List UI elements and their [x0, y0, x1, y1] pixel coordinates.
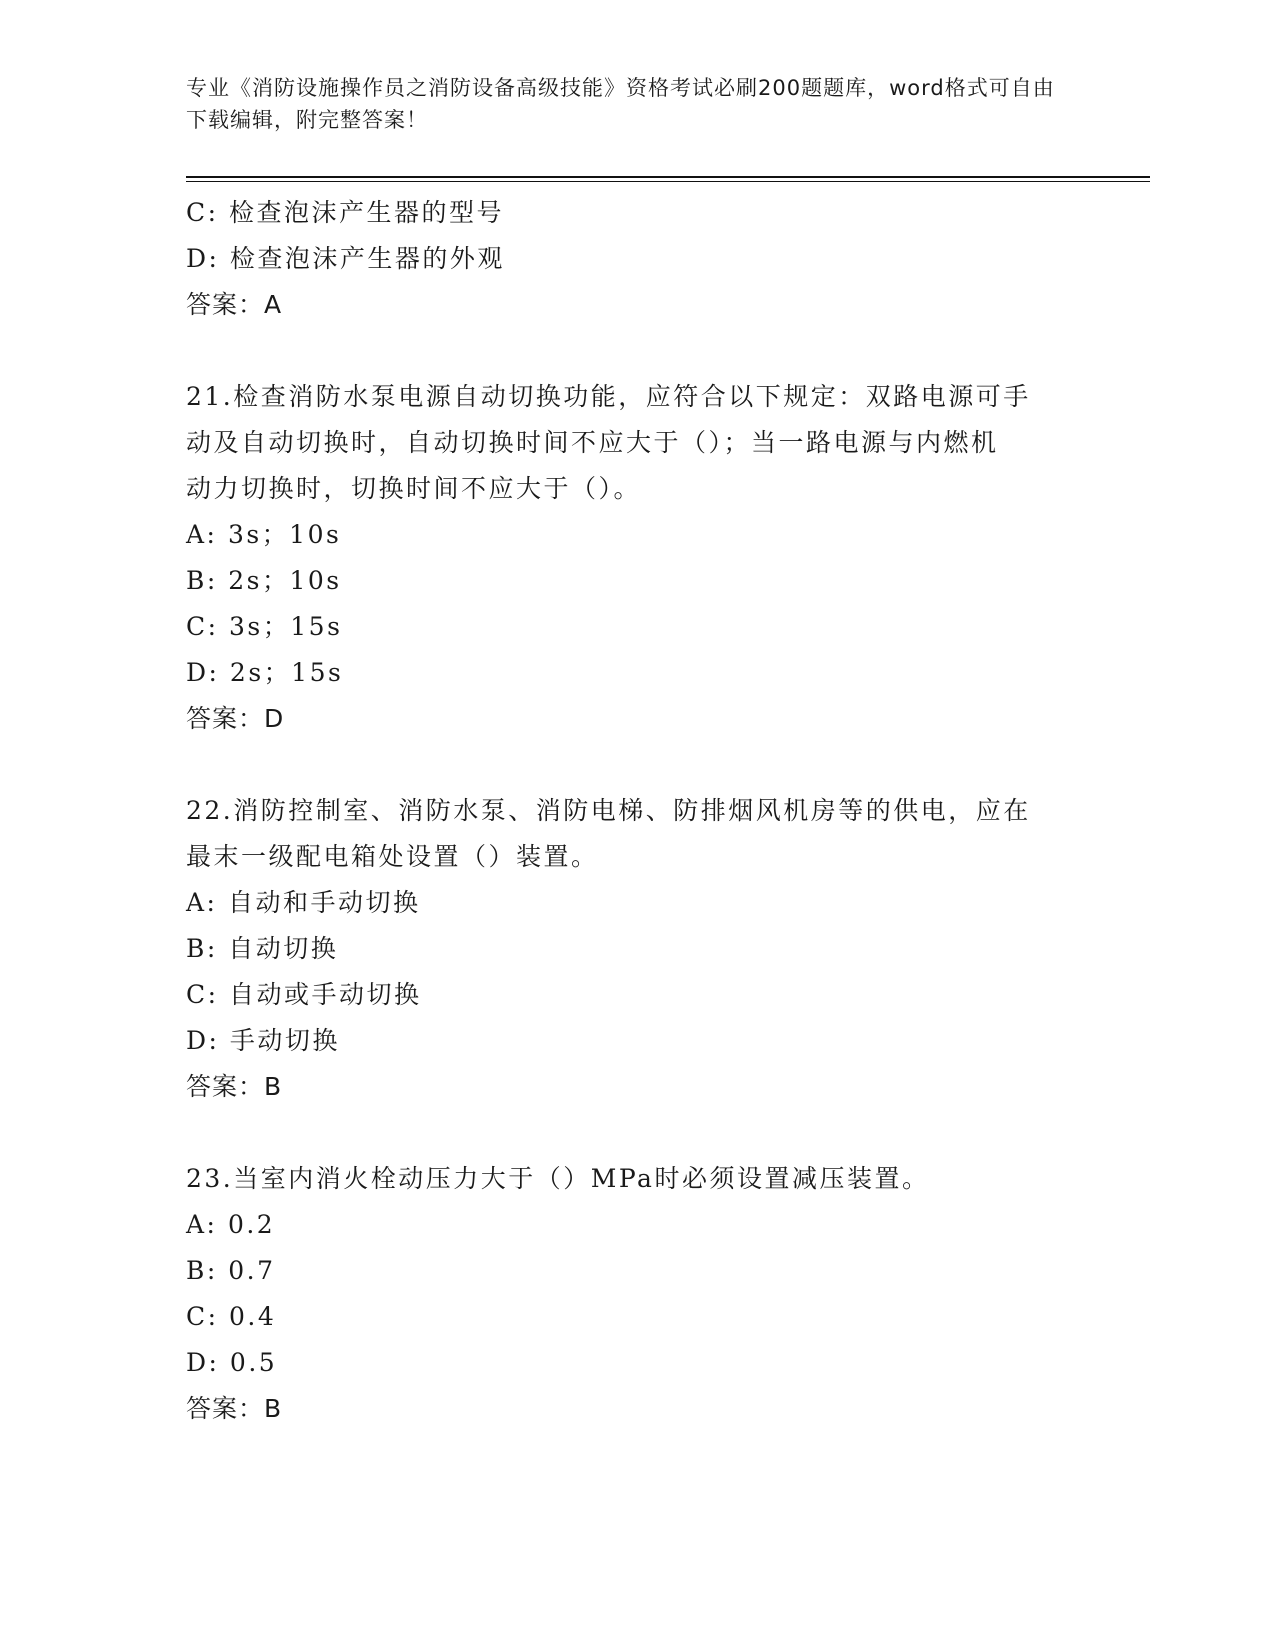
- option-label: D:: [186, 658, 220, 687]
- spacer: [186, 1110, 1086, 1156]
- option-text: 0.5: [229, 1348, 278, 1377]
- option-label: B:: [186, 1256, 218, 1285]
- option-a: [186, 1202, 1086, 1248]
- question-content: [186, 190, 1086, 1432]
- answer-line: 答案：D: [186, 704, 285, 733]
- option-text: 0.7: [228, 1256, 276, 1285]
- option-text: 2s；15s: [229, 658, 344, 687]
- option-text: 0.2: [227, 1210, 276, 1239]
- option-text: 检查泡沫产生器的型号: [229, 198, 505, 227]
- option-label: C:: [186, 198, 219, 227]
- option-label: A:: [186, 1210, 218, 1239]
- question-text-line: 动力切换时，切换时间不应大于（）。: [186, 474, 642, 503]
- question-text-line: 21.检查消防水泵电源自动切换功能，应符合以下规定：双路电源可手: [186, 382, 1031, 411]
- option-text: 0.4: [229, 1302, 277, 1331]
- option-b: [186, 926, 1086, 972]
- option-label: D:: [186, 244, 220, 273]
- question-text-line: 22.消防控制室、消防水泵、消防电梯、防排烟风机房等的供电，应在: [186, 796, 1031, 825]
- option-text: 2s；10s: [228, 566, 342, 595]
- option-label: D:: [186, 1026, 220, 1055]
- question-text-line: 最末一级配电箱处设置（）装置。: [186, 842, 599, 871]
- header-rule-thin: [186, 181, 1150, 182]
- question-21: [186, 374, 1086, 742]
- option-label: A:: [186, 520, 218, 549]
- answer-line: 答案：B: [186, 1072, 283, 1101]
- option-c: [186, 1294, 1086, 1340]
- option-text: 自动和手动切换: [227, 888, 421, 917]
- option-c: [186, 604, 1086, 650]
- option-label: C:: [186, 980, 219, 1009]
- option-d: [186, 1018, 1086, 1064]
- spacer: [186, 742, 1086, 788]
- option-c: [186, 972, 1086, 1018]
- question-22: [186, 788, 1086, 1110]
- question-23: [186, 1156, 1086, 1432]
- option-text: 手动切换: [229, 1026, 340, 1055]
- option-b: [186, 558, 1086, 604]
- option-text: 自动切换: [228, 934, 339, 963]
- option-label: B:: [186, 934, 218, 963]
- option-text: 自动或手动切换: [229, 980, 422, 1009]
- option-text: 3s；15s: [229, 612, 343, 641]
- question-text-line: 23.当室内消火栓动压力大于（）MPa时必须设置减压装置。: [186, 1164, 930, 1193]
- option-a: [186, 880, 1086, 926]
- option-d: [186, 236, 1086, 282]
- option-label: A:: [186, 888, 218, 917]
- document-header: 专业《消防设施操作员之消防设备高级技能》资格考试必刷200题题库，word格式可自由下载编辑，附完整答案！: [186, 76, 1055, 132]
- header-rule-thick: [186, 176, 1150, 178]
- answer-line: 答案：A: [186, 290, 283, 319]
- option-b: [186, 1248, 1086, 1294]
- option-label: D:: [186, 1348, 220, 1377]
- prev-question-block: [186, 190, 1086, 328]
- option-text: 3s；10s: [227, 520, 342, 549]
- option-label: C:: [186, 1302, 219, 1331]
- option-d: [186, 1340, 1086, 1386]
- answer-line: 答案：B: [186, 1394, 283, 1423]
- option-label: C:: [186, 612, 219, 641]
- option-d: [186, 650, 1086, 696]
- question-text-line: 动及自动切换时，自动切换时间不应大于（）；当一路电源与内燃机: [186, 428, 999, 457]
- option-a: [186, 512, 1086, 558]
- option-label: B:: [186, 566, 218, 595]
- spacer: [186, 328, 1086, 374]
- option-c: [186, 190, 1086, 236]
- option-text: 检查泡沫产生器的外观: [229, 244, 505, 273]
